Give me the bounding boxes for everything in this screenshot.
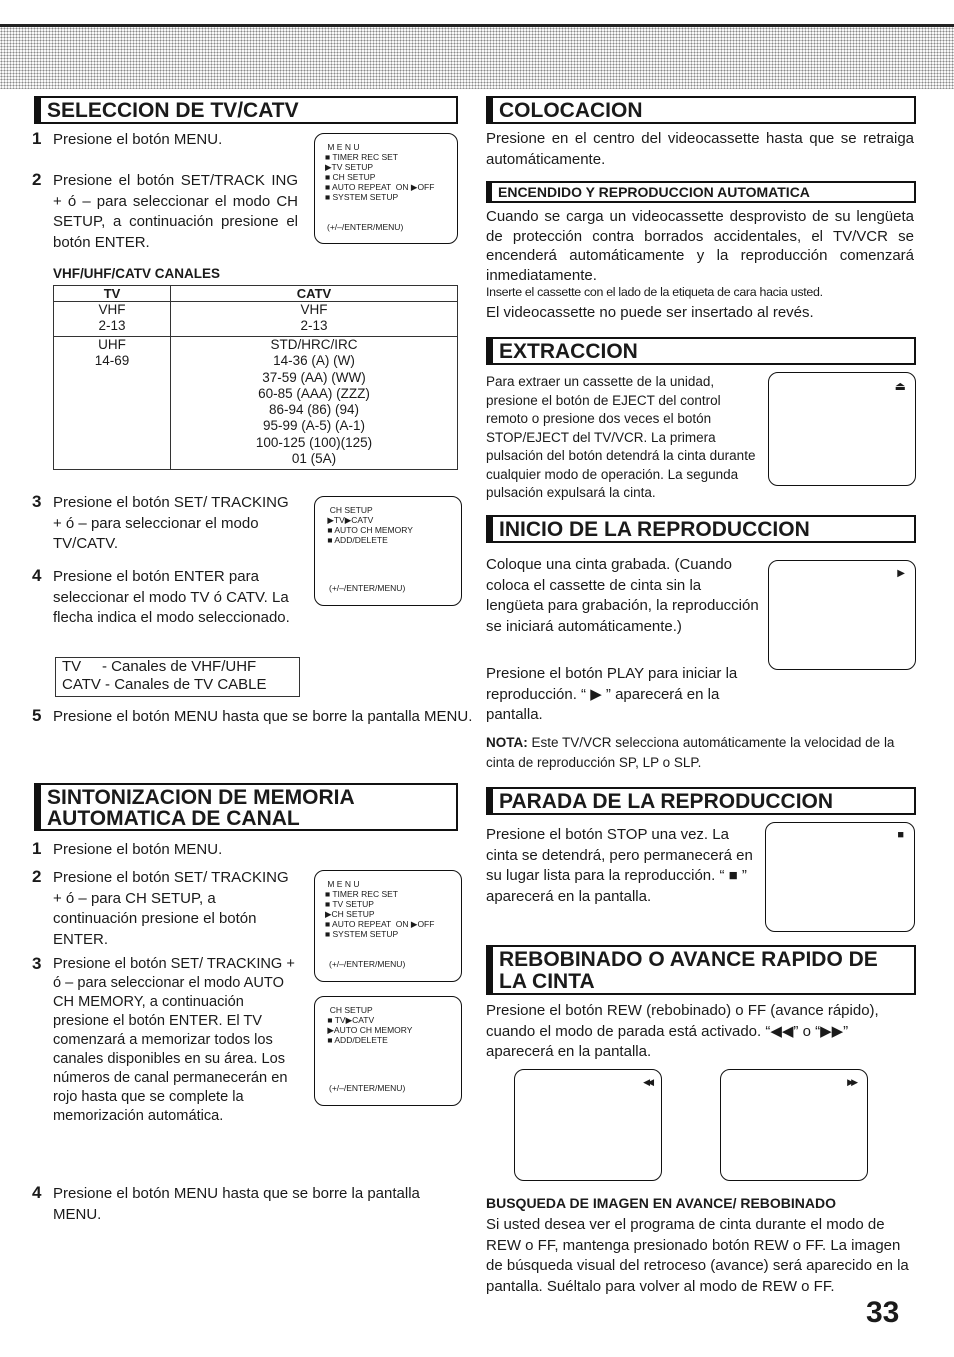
table-row [54,337,458,470]
section-title-text: AUTOMATICA DE CANAL [47,807,300,830]
tv-screen-eject [768,372,916,486]
section-title-seleccion [34,96,458,124]
section-title-text: INICIO DE LA REPRODUCCION [499,518,810,541]
paragraph: Si usted desea ver el programa de cinta durante el modo de REW o FF, mantenga presionado botón REW o FF. La imagen de búsqueda visual del retroceso (avance) será aparecido en la pantalla. Suéltalo para volver al modo de REW o FF. [486,1216,909,1295]
step-number: 2 [32,170,42,189]
nota-label: NOTA: [486,735,528,750]
section-title-parada [486,787,916,815]
nota-paragraph [486,733,916,772]
subsection-title-encendido [486,181,916,203]
table-cell: STD/HRC/IRC 14-36 (A) (W) 37-59 (AA) (WW) 60-85 (AAA) (ZZZ) 86-94 (86) (94) 95-99 (A-5) (A-1) 100-125 (100)(125) 01 (5A) [171,337,458,470]
step-text: Presione el botón SET/ TRACKING + ó – para CH SETUP, a continuación presione el botón ENTER. [53,869,289,948]
step-number: 5 [32,706,42,725]
stop-icon: ■ [897,829,904,841]
warning-text: El videocassette no puede ser insertado al revés. [486,304,814,321]
osd-footer: (+/–/ENTER/MENU) [327,222,404,232]
osd-menu-screen [314,870,462,982]
mode-line: CATV - Canales de TV CABLE [62,676,267,693]
nota-text: Este TV/VCR selecciona automáticamente la velocidad de la cinta de reproducción SP, LP o SLP. [486,735,895,770]
channel-table [53,285,458,470]
step-text: Presione el botón MENU hasta que se borre la pantalla MENU. [53,1185,420,1223]
step-number: 3 [32,954,42,973]
table-cell: VHF 2-13 [171,302,458,337]
section-title-text: SINTONIZACION DE MEMORIA [47,786,355,809]
osd-footer: (+/–/ENTER/MENU) [329,1083,406,1093]
step-text: Presione el botón MENU hasta que se borre la pantalla MENU. [53,708,473,725]
step-text: Presione el botón SET/ TRACKING + ó – para seleccionar el modo TV/CATV. [53,494,289,552]
paragraph: Coloque una cinta grabada. (Cuando coloca el cassette de cinta sin la lengüeta para grabación, la reproducción se iniciará automáticamente.) [486,556,759,635]
step-number: 2 [32,867,42,886]
paragraph: Para extraer un cassette de la unidad, presione el botón de EJECT del control remoto o presione dos veces el botón STOP/EJECT del TV/VCR. La primera pulsación del botón detendrá la cinta durante cualquier modo de operación. La segunda pulsación expulsará la cinta. [486,374,756,500]
osd-footer: (+/–/ENTER/MENU) [329,959,406,969]
tv-screen-fast-forward [720,1069,868,1181]
osd-menu-screen [314,133,458,244]
tv-screen-stop [765,822,915,932]
step-text: Presione el botón ENTER para seleccionar el modo TV ó CATV. La flecha indica el modo seleccionado. [53,568,290,626]
section-title-text: REBOBINADO O AVANCE RAPIDO DE [499,948,878,971]
section-title-text: LA CINTA [499,970,595,993]
section-title-sintonizacion [34,783,458,831]
section-title-inicio [486,515,916,543]
paragraph: Presione el botón STOP una vez. La cinta se detendrá, pero permanecerá en su lugar lista para la reproducción. “ ■ ” aparecerá en la pantalla. [486,826,753,905]
subheading-busqueda: BUSQUEDA DE IMAGEN EN AVANCE/ REBOBINADO [486,1195,837,1211]
note-text: Inserte el cassette con el lado de la etiqueta de cara hacia usted. [486,285,823,299]
osd-footer: (+/–/ENTER/MENU) [329,583,406,593]
play-icon: ▶ [897,568,905,579]
table-header-tv: TV [54,286,171,302]
section-title-rebobinado [486,945,916,995]
section-title-text: SELECCION DE TV/CATV [47,99,299,122]
osd-ch-setup-screen [314,496,462,606]
osd-menu-list: M E N U ■ TIMER REC SET ▶TV SETUP ■ CH SETUP ■ AUTO REPEAT ON ▶OFF ■ SYSTEM SETUP [325,142,435,202]
section-title-text: PARADA DE LA REPRODUCCION [499,790,834,813]
step-text: Presione el botón MENU. [53,841,223,858]
table-cell: VHF 2-13 [54,302,171,337]
tv-screen-rewind [514,1069,662,1181]
mode-line: TV - Canales de VHF/UHF [62,658,257,675]
eject-icon: ⏏ [894,379,906,393]
osd-menu-list: M E N U ■ TIMER REC SET ■ TV SETUP ▶CH SETUP ■ AUTO REPEAT ON ▶OFF ■ SYSTEM SETUP [325,879,435,939]
step-number: 1 [32,129,42,148]
fast-forward-icon: ▶▶ [847,1077,855,1087]
step-text: Presione el botón MENU. [53,131,223,148]
step-number: 1 [32,839,42,858]
subsection-title-text: ENCENDIDO Y REPRODUCCION AUTOMATICA [498,184,810,200]
paragraph: Presione el botón REW (rebobinado) o FF (avance rápido), cuando el modo de parada está activado. “◀◀” o “▶▶” aparecerá en la pantalla. [486,1002,879,1060]
table-row [54,302,458,337]
section-title-text: EXTRACCION [499,340,638,363]
paragraph: Presione en el centro del videocassette hasta que se retraiga automáticamente. [486,130,914,168]
section-title-colocacion [486,96,916,124]
section-title-text: COLOCACION [499,99,643,122]
step-number: 4 [32,566,42,585]
step-number: 4 [32,1183,42,1202]
paragraph: Presione el botón PLAY para iniciar la reproducción. “ ▶ ” aparecerá en la pantalla. [486,665,738,723]
page-number: 33 [866,1296,900,1329]
header-dotted-band [0,24,954,89]
osd-menu-list: CH SETUP ▶TV▶CATV ■ AUTO CH MEMORY ■ ADD/DELETE [327,505,413,545]
osd-menu-list: CH SETUP ■ TV▶CATV ▶AUTO CH MEMORY ■ ADD/DELETE [327,1005,413,1045]
mode-legend-box [55,657,300,697]
table-header-catv: CATV [171,286,458,302]
section-title-extraccion [486,337,916,365]
step-text: Presione el botón SET/ TRACKING + ó – para seleccionar el modo AUTO CH MEMORY, a continuación presione el botón ENTER. El TV comenzará a memorizar todos los canales disponibles en su área. Los números de canal permanecerán en rojo hasta que se complete la memorización automática. [53,956,295,1124]
step-text: Presione el botón SET/TRACK ING + ó – para seleccionar el modo CH SETUP, a continuación presione el botón ENTER. [53,172,298,251]
step-number: 3 [32,492,42,511]
table-cell: UHF 14-69 [54,337,171,470]
osd-ch-setup-screen [314,996,462,1106]
paragraph: Cuando se carga un videocassette desprovisto de su lengüeta de protección contra borrados accidentales, el TV/VCR se encenderá automáticamente y la reproducción comenzará inmediatamente. [486,208,914,284]
tv-screen-play [768,560,916,670]
table-title: VHF/UHF/CATV CANALES [53,266,220,281]
rewind-icon: ◀◀ [643,1077,651,1087]
